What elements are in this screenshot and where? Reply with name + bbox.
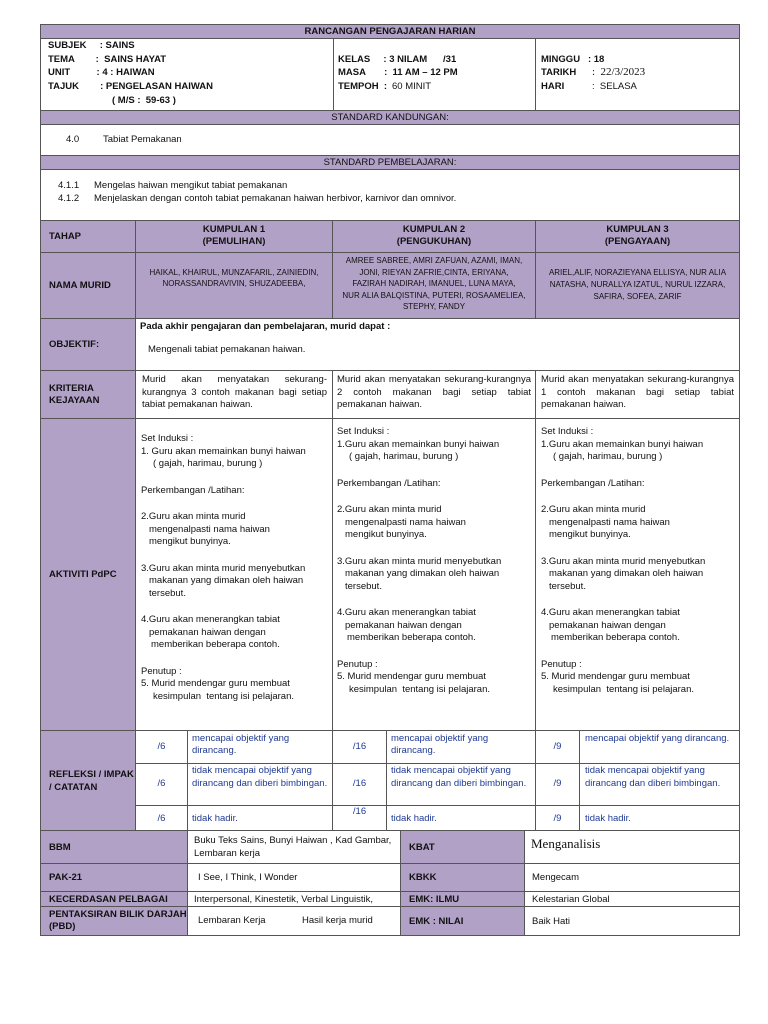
mukasurat: ( M/S : 59-63 ) (112, 95, 176, 106)
group-1-header (135, 220, 333, 253)
spacer (337, 464, 535, 478)
ref2-text-2: tidak mencapai objektif yang dirancang dan diberi bimbingan. (386, 763, 536, 806)
activity-1-line: ( gajah, harimau, burung ) (349, 451, 459, 462)
tarikh: TARIKH (541, 67, 577, 78)
emk-ilmu-label: EMK: ILMU (400, 891, 525, 907)
activity-3-line: 3.Guru akan minta murid menyebutkan (337, 555, 502, 567)
aktiviti-group-3 (535, 418, 740, 731)
objektif-label: OBJEKTIF: (40, 318, 136, 371)
tempoh: TEMPOH : (338, 81, 388, 92)
activity-2-line: mengikut bunyinya. (549, 529, 631, 540)
minggu: MINGGU : 18 (541, 54, 605, 65)
aktiviti-group-1 (135, 418, 333, 731)
spacer (337, 542, 535, 556)
nama-murid-label: NAMA MURID (40, 252, 136, 319)
spacer (141, 471, 332, 485)
spacer (337, 645, 535, 659)
spacer (337, 490, 535, 504)
masa: MASA : 11 AM – 12 PM (338, 67, 458, 78)
kriteria-group-3: Murid akan menyatakan sekurang-kurangnya 1 contoh makanan bagi setiap tabiat pemakanan haiwan. (535, 370, 740, 419)
activity-4-line: pemakanan haiwan dengan (149, 626, 266, 638)
kbkk-label: KBKK (400, 863, 525, 892)
kecerdasan-value: Interpersonal, Kinestetik, Verbal Linguistik, (187, 891, 401, 907)
ref2-score-1: /16 (332, 730, 387, 764)
spacer (141, 497, 332, 511)
activity-2-line: 2.Guru akan minta murid (337, 504, 442, 515)
spacer (141, 600, 332, 614)
set-induksi: Set Induksi : (541, 426, 594, 437)
activity-1-line: 1. Guru akan memainkan bunyi haiwan (141, 445, 306, 457)
ref1-score-3: /6 (135, 805, 188, 831)
sk-text: Tabiat Pemakanan (103, 134, 182, 145)
ref2-score-3: /16 (332, 805, 387, 831)
ref3-score-3: /9 (535, 805, 580, 831)
group-1-name: KUMPULAN 1 (202, 224, 266, 235)
hari: HARI (541, 81, 565, 92)
activity-5-line: 5. Murid mendengar guru membuat (337, 671, 486, 682)
ref3-text-2: tidak mencapai objektif yang dirancang dan diberi bimbingan. (579, 763, 740, 806)
objektif-lead: Pada akhir pengajaran dan pembelajaran, murid dapat : (140, 321, 391, 332)
perkembangan: Perkembangan /Latihan: (541, 477, 645, 489)
spacer (541, 645, 739, 659)
activity-3-line: makanan yang dimakan oleh haiwan (345, 568, 500, 579)
standard-kandungan-heading: STANDARD KANDUNGAN: (40, 110, 740, 125)
activity-4-line: 4.Guru akan menerangkan tabiat (541, 607, 680, 618)
activity-5-line: kesimpulan tentang isi pelajaran. (349, 683, 491, 695)
activity-2-line: 2.Guru akan minta murid (141, 511, 246, 522)
kbkk-value: Mengecam (524, 863, 740, 892)
activity-5-line: 5. Murid mendengar guru membuat (141, 678, 290, 689)
kriteria-label: KRITERIA KEJAYAAN (40, 370, 136, 419)
refleksi-label: REFLEKSI / IMPAK / CATATAN (40, 730, 136, 831)
bbm-value: Buku Teks Sains, Bunyi Haiwan , Kad Gambar, Lembaran kerja (187, 830, 401, 864)
kriteria-group-2: Murid akan menyatakan sekurang-kurangnya 2 contoh makanan bagi setiap tabiat pemakanan haiwan. (332, 370, 536, 419)
subjek: SUBJEK : SAINS (48, 40, 135, 51)
kecerdasan-label: KECERDASAN PELBAGAI (40, 891, 188, 907)
penutup: Penutup : (337, 658, 378, 670)
group-2-header (332, 220, 536, 253)
activity-4-line: memberikan beberapa contoh. (551, 632, 680, 643)
pbd-label: PENTAKSIRAN BILIK DARJAH (PBD) (40, 906, 188, 936)
kriteria-group-1: Murid akan menyatakan sekurang-kurangnya 3 contoh makanan bagi setiap tabiat pemakanan haiwan. (135, 370, 333, 419)
group-3-students (535, 252, 740, 319)
activity-3-line: tersebut. (345, 580, 382, 592)
group-3-header (535, 220, 740, 253)
spacer (541, 490, 739, 504)
pak21-label: PAK-21 (40, 863, 188, 892)
activity-5-line: kesimpulan tentang isi pelajaran. (153, 690, 295, 702)
spacer (141, 652, 332, 666)
sp-code-1: 4.1.1 (58, 180, 80, 191)
spacer (141, 549, 332, 563)
ref3-text-1: mencapai objektif yang dirancang. (579, 730, 740, 764)
spacer (541, 542, 739, 556)
objektif-text: Mengenali tabiat pemakanan haiwan. (148, 344, 306, 355)
aktiviti-group-2 (332, 418, 536, 731)
activity-3-line: tersebut. (549, 580, 586, 592)
bbm-label: BBM (40, 830, 188, 864)
emk-nilai-label: EMK : NILAI (400, 906, 525, 936)
tarikh-value: : 22/3/2023 (592, 66, 646, 78)
activity-2-line: mengikut bunyinya. (345, 529, 427, 540)
activity-3-line: 3.Guru akan minta murid menyebutkan (541, 555, 706, 567)
sp-text-1: Mengelas haiwan mengikut tabiat pemakanan (94, 180, 288, 191)
sk-code: 4.0 (66, 134, 80, 145)
set-induksi: Set Induksi : (141, 433, 194, 444)
unit: UNIT : 4 : HAIWAN (48, 67, 155, 78)
activity-2-line: mengenalpasti nama haiwan (149, 523, 270, 535)
activity-3-line: makanan yang dimakan oleh haiwan (149, 575, 304, 586)
standard-pembelajaran-heading: STANDARD PEMBELAJARAN: (40, 155, 740, 170)
student-line: AMREE SABREE, AMRI ZAFUAN, AZAMI, IMAN, (345, 256, 523, 265)
activity-3-line: 3.Guru akan minta murid menyebutkan (141, 562, 306, 574)
group-3-level: (PENGAYAAN) (604, 236, 671, 247)
ref2-score-2: /16 (332, 763, 387, 806)
spacer (541, 464, 739, 478)
ref3-score-2: /9 (535, 763, 580, 806)
student-line: NATASHA, NURALLYA IZATUL, NURUL IZZARA, (549, 280, 726, 289)
activity-1-line: 1.Guru akan memainkan bunyi haiwan (541, 438, 704, 450)
ref1-text-3: tidak hadir. (187, 805, 333, 831)
tema: TEMA : SAINS HAYAT (48, 54, 167, 65)
hari-value: : SELASA (592, 81, 637, 92)
header-divider-2 (535, 38, 536, 111)
activity-1-line: ( gajah, harimau, burung ) (153, 458, 263, 469)
activity-1-line: 1.Guru akan memainkan bunyi haiwan (337, 438, 500, 450)
activity-4-line: 4.Guru akan menerangkan tabiat (141, 614, 280, 625)
student-line: SAFIRA, SOFEA, ZARIF (593, 292, 682, 301)
kbat-value: Menganalisis (524, 830, 740, 864)
ref1-score-1: /6 (135, 730, 188, 764)
set-induksi: Set Induksi : (337, 426, 390, 437)
pak21-value: I See, I Think, I Wonder (187, 863, 401, 892)
activity-4-line: memberikan beberapa contoh. (347, 632, 476, 643)
group-3-name: KUMPULAN 3 (606, 224, 669, 235)
activity-4-line: pemakanan haiwan dengan (345, 619, 462, 631)
activity-2-line: mengenalpasti nama haiwan (345, 516, 466, 528)
ref1-text-2: tidak mencapai objektif yang dirancang dan diberi bimbingan. (187, 763, 333, 806)
activity-4-line: 4.Guru akan menerangkan tabiat (337, 607, 476, 618)
emk-nilai-value: Baik Hati (524, 906, 740, 936)
group-1-level: (PEMULIHAN) (202, 236, 266, 247)
kelas: KELAS : 3 NILAM /31 (338, 54, 457, 65)
sp-code-2: 4.1.2 (58, 193, 80, 204)
tajuk: TAJUK : PENGELASAN HAIWAN (48, 81, 214, 92)
sp-text-2: Menjelaskan dengan contoh tabiat pemakanan haiwan herbivor, karnivor dan omnivor. (94, 193, 457, 204)
perkembangan: Perkembangan /Latihan: (337, 477, 441, 489)
penutup: Penutup : (141, 665, 182, 677)
header-divider-1 (333, 38, 334, 111)
activity-4-line: memberikan beberapa contoh. (151, 639, 280, 650)
emk-ilmu-value: Kelestarian Global (524, 891, 740, 907)
activity-1-line: ( gajah, harimau, burung ) (553, 451, 663, 462)
ref3-text-3: tidak hadir. (579, 805, 740, 831)
plan-title: RANCANGAN PENGAJARAN HARIAN (40, 24, 740, 39)
student-line: FAZIRAH NADIRAH, IMANUEL, LUNA MAYA, (352, 279, 516, 288)
tempoh-value: 60 MINIT (392, 81, 432, 92)
pbd-value-1: Lembaran Kerja (198, 915, 266, 926)
student-line: NORASSANDRAVIVIN, SHUZADEEBA, (162, 279, 306, 288)
student-line: ARIEL,ALIF, NORAZIEYANA ELLISYA, NUR ALIA (548, 268, 727, 277)
activity-3-line: makanan yang dimakan oleh haiwan (549, 568, 704, 579)
tahap-label: TAHAP (40, 220, 136, 253)
spacer (337, 593, 535, 607)
student-line: NUR ALIA BALQISTINA, PUTERI, ROSAAMELIEA, (342, 290, 526, 300)
pbd-value-2: Hasil kerja murid (302, 915, 373, 926)
activity-3-line: tersebut. (149, 587, 186, 599)
student-line: STEPHY, FANDY (402, 302, 466, 311)
spacer (541, 593, 739, 607)
ref2-text-3: tidak hadir. (386, 805, 536, 831)
activity-5-line: 5. Murid mendengar guru membuat (541, 671, 690, 682)
group-1-students (135, 252, 333, 319)
student-line: JONI, RIEYAN ZAFRIE,CINTA, ERIYANA, (359, 267, 509, 277)
ref1-text-1: mencapai objektif yang dirancang. (187, 730, 333, 764)
activity-5-line: kesimpulan tentang isi pelajaran. (553, 683, 695, 695)
perkembangan: Perkembangan /Latihan: (141, 484, 245, 496)
group-2-level: (PENGUKUHAN) (396, 236, 472, 247)
ref1-score-2: /6 (135, 763, 188, 806)
activity-4-line: pemakanan haiwan dengan (549, 619, 666, 631)
student-line: HAIKAL, KHAIRUL, MUNZAFARIL, ZAINIEDIN, (149, 268, 319, 277)
activity-2-line: 2.Guru akan minta murid (541, 504, 646, 515)
ref2-text-1: mencapai objektif yang dirancang. (386, 730, 536, 764)
ref3-score-1: /9 (535, 730, 580, 764)
penutup: Penutup : (541, 658, 582, 670)
kbat-label: KBAT (400, 830, 525, 864)
activity-2-line: mengenalpasti nama haiwan (549, 516, 670, 528)
group-2-name: KUMPULAN 2 (402, 224, 466, 235)
aktiviti-label: AKTIVITI PdPC (40, 418, 136, 731)
group-2-students (332, 252, 536, 319)
activity-2-line: mengikut bunyinya. (149, 536, 231, 547)
